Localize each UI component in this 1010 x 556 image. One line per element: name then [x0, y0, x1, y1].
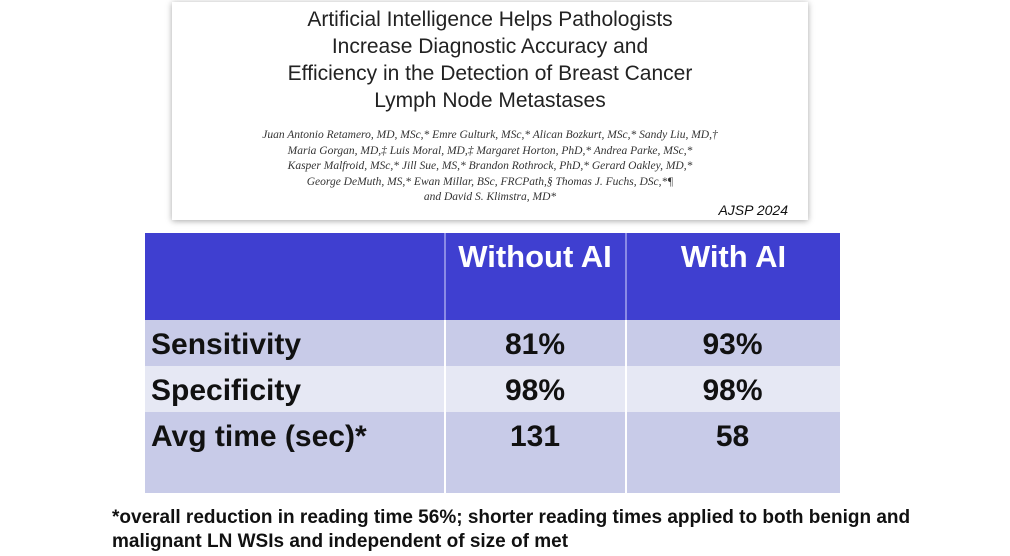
paper-title-line: Artificial Intelligence Helps Pathologists — [307, 8, 673, 31]
table-row — [145, 320, 840, 366]
author-line: George DeMuth, MS,* Ewan Millar, BSc, FRCPath,§ Thomas J. Fuchs, DSc,*¶ — [306, 175, 674, 188]
paper-title — [172, 6, 808, 114]
column-divider — [625, 320, 627, 493]
value-without-ai: 81% — [504, 328, 566, 361]
row-label: Sensitivity — [151, 328, 302, 361]
table-header — [145, 233, 840, 320]
value-with-ai: 98% — [702, 374, 763, 407]
author-line: and David S. Klimstra, MD* — [423, 191, 557, 203]
value-with-ai: 58 — [715, 420, 750, 453]
paper-authors — [186, 128, 794, 206]
value-without-ai: 98% — [504, 374, 566, 407]
row-label: Specificity — [151, 374, 302, 407]
results-table — [145, 233, 840, 493]
paper-card — [172, 2, 808, 220]
row-label: Avg time (sec)* — [151, 420, 367, 453]
table-row — [145, 412, 840, 493]
header-without-ai: Without AI — [458, 239, 612, 274]
table-row — [145, 366, 840, 412]
value-with-ai: 93% — [702, 328, 763, 361]
value-without-ai: 131 — [509, 420, 561, 453]
header-with-ai: With AI — [680, 239, 787, 274]
paper-title-line: Efficiency in the Detection of Breast Cancer — [287, 62, 693, 85]
author-line: Maria Gorgan, MD,‡ Luis Moral, MD,‡ Margaret Horton, PhD,* Andrea Parke, MSc,* — [287, 144, 693, 157]
footnote: *overall reduction in reading time 56%; shorter reading times applied to both benign and malignant LN WSIs and independent of size of met — [112, 507, 911, 552]
header-cell-empty — [145, 233, 445, 320]
paper-title-line: Lymph Node Metastases — [374, 89, 606, 112]
author-line: Kasper Malfroid, MSc,* Jill Sue, MS,* Brandon Rothrock, PhD,* Gerard Oakley, MD,* — [287, 160, 693, 172]
column-divider — [444, 320, 446, 493]
author-line: Juan Antonio Retamero, MD, MSc,* Emre Gulturk, MSc,* Alican Bozkurt, MSc,* Sandy Liu, MD,† — [262, 129, 718, 141]
paper-title-line: Increase Diagnostic Accuracy and — [331, 35, 649, 58]
journal-citation: AJSP 2024 — [718, 202, 788, 218]
